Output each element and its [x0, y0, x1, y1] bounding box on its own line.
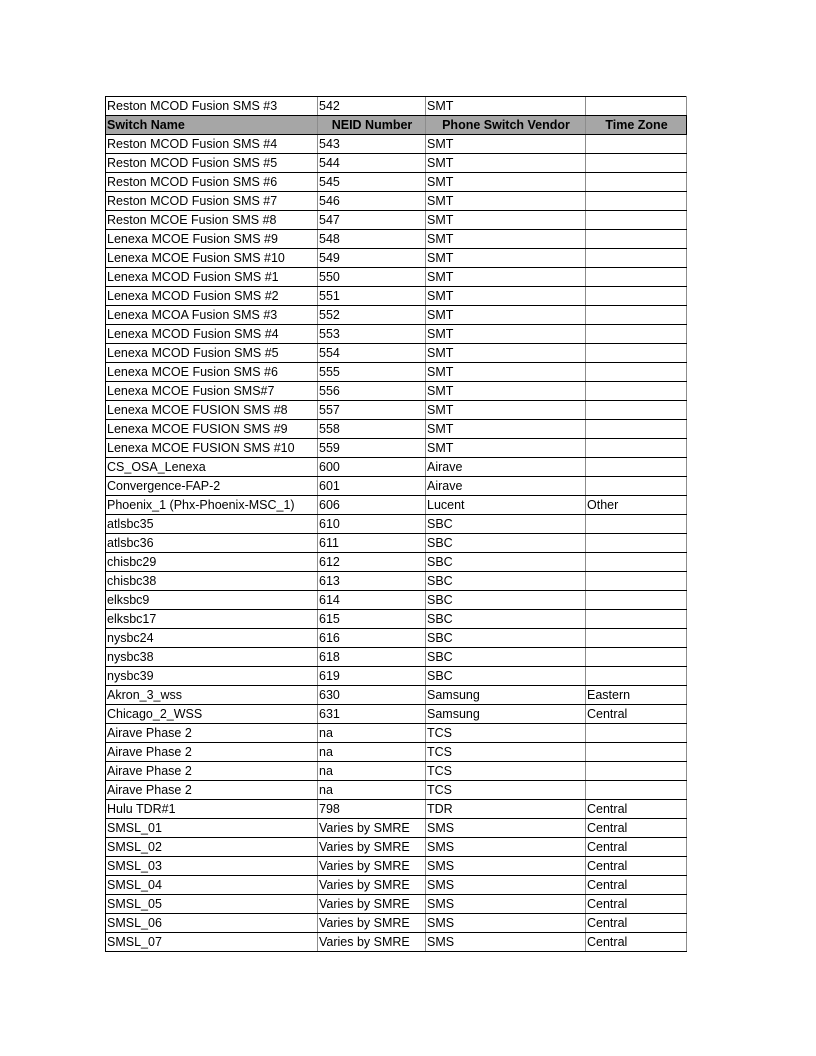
time-zone-cell	[586, 743, 687, 762]
phone-switch-vendor-cell: SMT	[426, 382, 586, 401]
neid-number-cell: Varies by SMRE	[318, 876, 426, 895]
switch-name-cell: SMSL_07	[106, 933, 318, 952]
switch-name-cell: Reston MCOD Fusion SMS #4	[106, 135, 318, 154]
table-row	[106, 230, 687, 249]
switch-name-cell: chisbc38	[106, 572, 318, 591]
table-row	[106, 439, 687, 458]
phone-switch-vendor-cell: SMS	[426, 914, 586, 933]
switch-name-cell: Reston MCOD Fusion SMS #7	[106, 192, 318, 211]
neid-number-cell: 553	[318, 325, 426, 344]
switch-name-cell: Lenexa MCOE FUSION SMS #10	[106, 439, 318, 458]
time-zone-cell	[586, 173, 687, 192]
phone-switch-vendor-cell: TCS	[426, 781, 586, 800]
phone-switch-vendor-cell: TDR	[426, 800, 586, 819]
phone-switch-vendor-cell: SMS	[426, 895, 586, 914]
phone-switch-vendor-cell: SBC	[426, 610, 586, 629]
switch-name-cell: elksbc17	[106, 610, 318, 629]
table-row	[106, 97, 687, 116]
phone-switch-vendor-cell: SMS	[426, 933, 586, 952]
phone-switch-vendor-cell: SMT	[426, 97, 586, 116]
neid-number-cell: 606	[318, 496, 426, 515]
phone-switch-vendor-cell: SBC	[426, 515, 586, 534]
table-row	[106, 819, 687, 838]
table-row	[106, 743, 687, 762]
phone-switch-vendor-cell: SMT	[426, 439, 586, 458]
phone-switch-vendor-cell: SMT	[426, 154, 586, 173]
neid-number-cell: 612	[318, 553, 426, 572]
table-row	[106, 838, 687, 857]
time-zone-cell	[586, 97, 687, 116]
phone-switch-vendor-cell: SMS	[426, 819, 586, 838]
table-row	[106, 762, 687, 781]
switch-table	[105, 96, 687, 952]
neid-number-cell: 545	[318, 173, 426, 192]
time-zone-cell	[586, 591, 687, 610]
phone-switch-vendor-cell: SMT	[426, 135, 586, 154]
neid-number-cell: 616	[318, 629, 426, 648]
table-row	[106, 876, 687, 895]
neid-number-cell: 544	[318, 154, 426, 173]
neid-number-cell: Varies by SMRE	[318, 895, 426, 914]
neid-number-cell: Varies by SMRE	[318, 838, 426, 857]
switch-name-cell: Akron_3_wss	[106, 686, 318, 705]
switch-name-cell: Reston MCOE Fusion SMS #8	[106, 211, 318, 230]
switch-name-cell: Lenexa MCOA Fusion SMS #3	[106, 306, 318, 325]
neid-number-cell: 548	[318, 230, 426, 249]
switch-name-cell: Lenexa MCOD Fusion SMS #2	[106, 287, 318, 306]
neid-number-cell: 798	[318, 800, 426, 819]
neid-number-cell: 558	[318, 420, 426, 439]
neid-number-cell: na	[318, 781, 426, 800]
table-row	[106, 344, 687, 363]
table-row	[106, 610, 687, 629]
time-zone-cell: Central	[586, 819, 687, 838]
neid-number-cell: 550	[318, 268, 426, 287]
table-row	[106, 914, 687, 933]
neid-number-cell: Varies by SMRE	[318, 914, 426, 933]
phone-switch-vendor-cell: SMT	[426, 230, 586, 249]
phone-switch-vendor-cell: SMT	[426, 192, 586, 211]
switch-name-cell: SMSL_03	[106, 857, 318, 876]
switch-name-cell: chisbc29	[106, 553, 318, 572]
time-zone-cell: Central	[586, 800, 687, 819]
phone-switch-vendor-cell: SMT	[426, 211, 586, 230]
time-zone-cell	[586, 534, 687, 553]
neid-number-cell: 542	[318, 97, 426, 116]
switch-name-cell: elksbc9	[106, 591, 318, 610]
phone-switch-vendor-cell: SBC	[426, 534, 586, 553]
switch-name-cell: Lenexa MCOD Fusion SMS #4	[106, 325, 318, 344]
neid-number-cell: 619	[318, 667, 426, 686]
time-zone-cell	[586, 230, 687, 249]
switch-name-cell: Airave Phase 2	[106, 781, 318, 800]
phone-switch-vendor-cell: SMT	[426, 268, 586, 287]
neid-number-cell: Varies by SMRE	[318, 857, 426, 876]
table-row	[106, 363, 687, 382]
switch-name-cell: SMSL_04	[106, 876, 318, 895]
time-zone-cell	[586, 762, 687, 781]
table-row	[106, 591, 687, 610]
neid-number-cell: 546	[318, 192, 426, 211]
time-zone-cell: Other	[586, 496, 687, 515]
neid-number-cell: 552	[318, 306, 426, 325]
table-row	[106, 800, 687, 819]
neid-number-cell: na	[318, 762, 426, 781]
table-row	[106, 496, 687, 515]
time-zone-cell	[586, 515, 687, 534]
table-row	[106, 724, 687, 743]
phone-switch-vendor-cell: SMS	[426, 838, 586, 857]
phone-switch-vendor-cell: TCS	[426, 743, 586, 762]
neid-number-cell: 551	[318, 287, 426, 306]
table-row	[106, 629, 687, 648]
switch-name-cell: Lenexa MCOE FUSION SMS #8	[106, 401, 318, 420]
neid-number-cell: 611	[318, 534, 426, 553]
time-zone-cell	[586, 401, 687, 420]
time-zone-cell	[586, 667, 687, 686]
switch-name-cell: Phoenix_1 (Phx-Phoenix-MSC_1)	[106, 496, 318, 515]
time-zone-cell	[586, 477, 687, 496]
switch-name-cell: Airave Phase 2	[106, 743, 318, 762]
table-row	[106, 401, 687, 420]
neid-number-header: NEID Number	[318, 116, 426, 135]
table-row	[106, 306, 687, 325]
table-row	[106, 667, 687, 686]
table-row	[106, 477, 687, 496]
time-zone-cell	[586, 344, 687, 363]
neid-number-cell: 601	[318, 477, 426, 496]
neid-number-cell: 557	[318, 401, 426, 420]
table-header-row	[106, 116, 687, 135]
table-row	[106, 857, 687, 876]
neid-number-cell: na	[318, 724, 426, 743]
time-zone-cell	[586, 268, 687, 287]
switch-name-cell: Airave Phase 2	[106, 762, 318, 781]
neid-number-cell: na	[318, 743, 426, 762]
time-zone-cell	[586, 287, 687, 306]
table-row	[106, 382, 687, 401]
time-zone-cell: Central	[586, 838, 687, 857]
phone-switch-vendor-header: Phone Switch Vendor	[426, 116, 586, 135]
table-row	[106, 895, 687, 914]
time-zone-cell: Central	[586, 857, 687, 876]
table-row	[106, 325, 687, 344]
phone-switch-vendor-cell: TCS	[426, 762, 586, 781]
neid-number-cell: 559	[318, 439, 426, 458]
phone-switch-vendor-cell: SBC	[426, 667, 586, 686]
neid-number-cell: 614	[318, 591, 426, 610]
time-zone-cell	[586, 439, 687, 458]
time-zone-cell	[586, 382, 687, 401]
phone-switch-vendor-cell: SMT	[426, 344, 586, 363]
phone-switch-vendor-cell: SMT	[426, 401, 586, 420]
table-row	[106, 287, 687, 306]
time-zone-cell	[586, 306, 687, 325]
neid-number-cell: 630	[318, 686, 426, 705]
neid-number-cell: 631	[318, 705, 426, 724]
time-zone-cell	[586, 135, 687, 154]
table-row	[106, 553, 687, 572]
table-row	[106, 686, 687, 705]
table-row	[106, 458, 687, 477]
table-row	[106, 781, 687, 800]
time-zone-cell	[586, 154, 687, 173]
neid-number-cell: 555	[318, 363, 426, 382]
table-row	[106, 705, 687, 724]
switch-name-cell: Chicago_2_WSS	[106, 705, 318, 724]
phone-switch-vendor-cell: SMT	[426, 173, 586, 192]
phone-switch-vendor-cell: TCS	[426, 724, 586, 743]
switch-name-cell: Hulu TDR#1	[106, 800, 318, 819]
switch-name-cell: Convergence-FAP-2	[106, 477, 318, 496]
phone-switch-vendor-cell: SMT	[426, 287, 586, 306]
time-zone-cell	[586, 192, 687, 211]
switch-name-cell: atlsbc35	[106, 515, 318, 534]
neid-number-cell: Varies by SMRE	[318, 819, 426, 838]
switch-name-cell: nysbc38	[106, 648, 318, 667]
switch-name-cell: SMSL_06	[106, 914, 318, 933]
phone-switch-vendor-cell: SBC	[426, 591, 586, 610]
neid-number-cell: Varies by SMRE	[318, 933, 426, 952]
time-zone-cell	[586, 629, 687, 648]
switch-name-cell: Airave Phase 2	[106, 724, 318, 743]
time-zone-cell	[586, 363, 687, 382]
neid-number-cell: 613	[318, 572, 426, 591]
table-row	[106, 268, 687, 287]
time-zone-cell	[586, 325, 687, 344]
phone-switch-vendor-cell: Lucent	[426, 496, 586, 515]
phone-switch-vendor-cell: Samsung	[426, 705, 586, 724]
switch-name-cell: SMSL_05	[106, 895, 318, 914]
phone-switch-vendor-cell: Airave	[426, 477, 586, 496]
table-row	[106, 933, 687, 952]
time-zone-header: Time Zone	[586, 116, 687, 135]
time-zone-cell: Central	[586, 914, 687, 933]
time-zone-cell	[586, 648, 687, 667]
switch-name-cell: Lenexa MCOE Fusion SMS #9	[106, 230, 318, 249]
phone-switch-vendor-cell: SMT	[426, 249, 586, 268]
switch-name-cell: Lenexa MCOE FUSION SMS #9	[106, 420, 318, 439]
time-zone-cell	[586, 249, 687, 268]
time-zone-cell	[586, 211, 687, 230]
time-zone-cell: Central	[586, 705, 687, 724]
neid-number-cell: 543	[318, 135, 426, 154]
phone-switch-vendor-cell: SMT	[426, 325, 586, 344]
phone-switch-vendor-cell: SMT	[426, 420, 586, 439]
neid-number-cell: 600	[318, 458, 426, 477]
switch-name-cell: Lenexa MCOD Fusion SMS #5	[106, 344, 318, 363]
phone-switch-vendor-cell: Airave	[426, 458, 586, 477]
switch-name-cell: CS_OSA_Lenexa	[106, 458, 318, 477]
time-zone-cell: Central	[586, 895, 687, 914]
switch-name-cell: SMSL_01	[106, 819, 318, 838]
switch-name-cell: atlsbc36	[106, 534, 318, 553]
time-zone-cell	[586, 572, 687, 591]
phone-switch-vendor-cell: SMS	[426, 876, 586, 895]
switch-name-cell: SMSL_02	[106, 838, 318, 857]
time-zone-cell	[586, 781, 687, 800]
table-row	[106, 135, 687, 154]
neid-number-cell: 618	[318, 648, 426, 667]
phone-switch-vendor-cell: Samsung	[426, 686, 586, 705]
switch-name-header: Switch Name	[106, 116, 318, 135]
switch-name-cell: Reston MCOD Fusion SMS #5	[106, 154, 318, 173]
table-row	[106, 211, 687, 230]
neid-number-cell: 610	[318, 515, 426, 534]
neid-number-cell: 547	[318, 211, 426, 230]
time-zone-cell: Central	[586, 933, 687, 952]
switch-name-cell: Reston MCOD Fusion SMS #6	[106, 173, 318, 192]
phone-switch-vendor-cell: SMT	[426, 363, 586, 382]
switch-name-cell: Lenexa MCOE Fusion SMS #10	[106, 249, 318, 268]
time-zone-cell	[586, 458, 687, 477]
neid-number-cell: 554	[318, 344, 426, 363]
switch-table-sheet	[105, 96, 686, 952]
time-zone-cell	[586, 724, 687, 743]
table-row	[106, 648, 687, 667]
switch-name-cell: nysbc39	[106, 667, 318, 686]
phone-switch-vendor-cell: SMS	[426, 857, 586, 876]
time-zone-cell: Central	[586, 876, 687, 895]
phone-switch-vendor-cell: SBC	[426, 648, 586, 667]
phone-switch-vendor-cell: SBC	[426, 572, 586, 591]
switch-name-cell: Lenexa MCOE Fusion SMS #6	[106, 363, 318, 382]
time-zone-cell	[586, 553, 687, 572]
switch-name-cell: Lenexa MCOE Fusion SMS#7	[106, 382, 318, 401]
table-row	[106, 515, 687, 534]
neid-number-cell: 549	[318, 249, 426, 268]
table-row	[106, 534, 687, 553]
time-zone-cell: Eastern	[586, 686, 687, 705]
time-zone-cell	[586, 610, 687, 629]
phone-switch-vendor-cell: SBC	[426, 629, 586, 648]
neid-number-cell: 615	[318, 610, 426, 629]
switch-name-cell: Reston MCOD Fusion SMS #3	[106, 97, 318, 116]
neid-number-cell: 556	[318, 382, 426, 401]
table-row	[106, 572, 687, 591]
phone-switch-vendor-cell: SMT	[426, 306, 586, 325]
table-row	[106, 420, 687, 439]
time-zone-cell	[586, 420, 687, 439]
switch-name-cell: Lenexa MCOD Fusion SMS #1	[106, 268, 318, 287]
switch-name-cell: nysbc24	[106, 629, 318, 648]
table-row	[106, 249, 687, 268]
table-row	[106, 192, 687, 211]
table-row	[106, 154, 687, 173]
phone-switch-vendor-cell: SBC	[426, 553, 586, 572]
table-row	[106, 173, 687, 192]
